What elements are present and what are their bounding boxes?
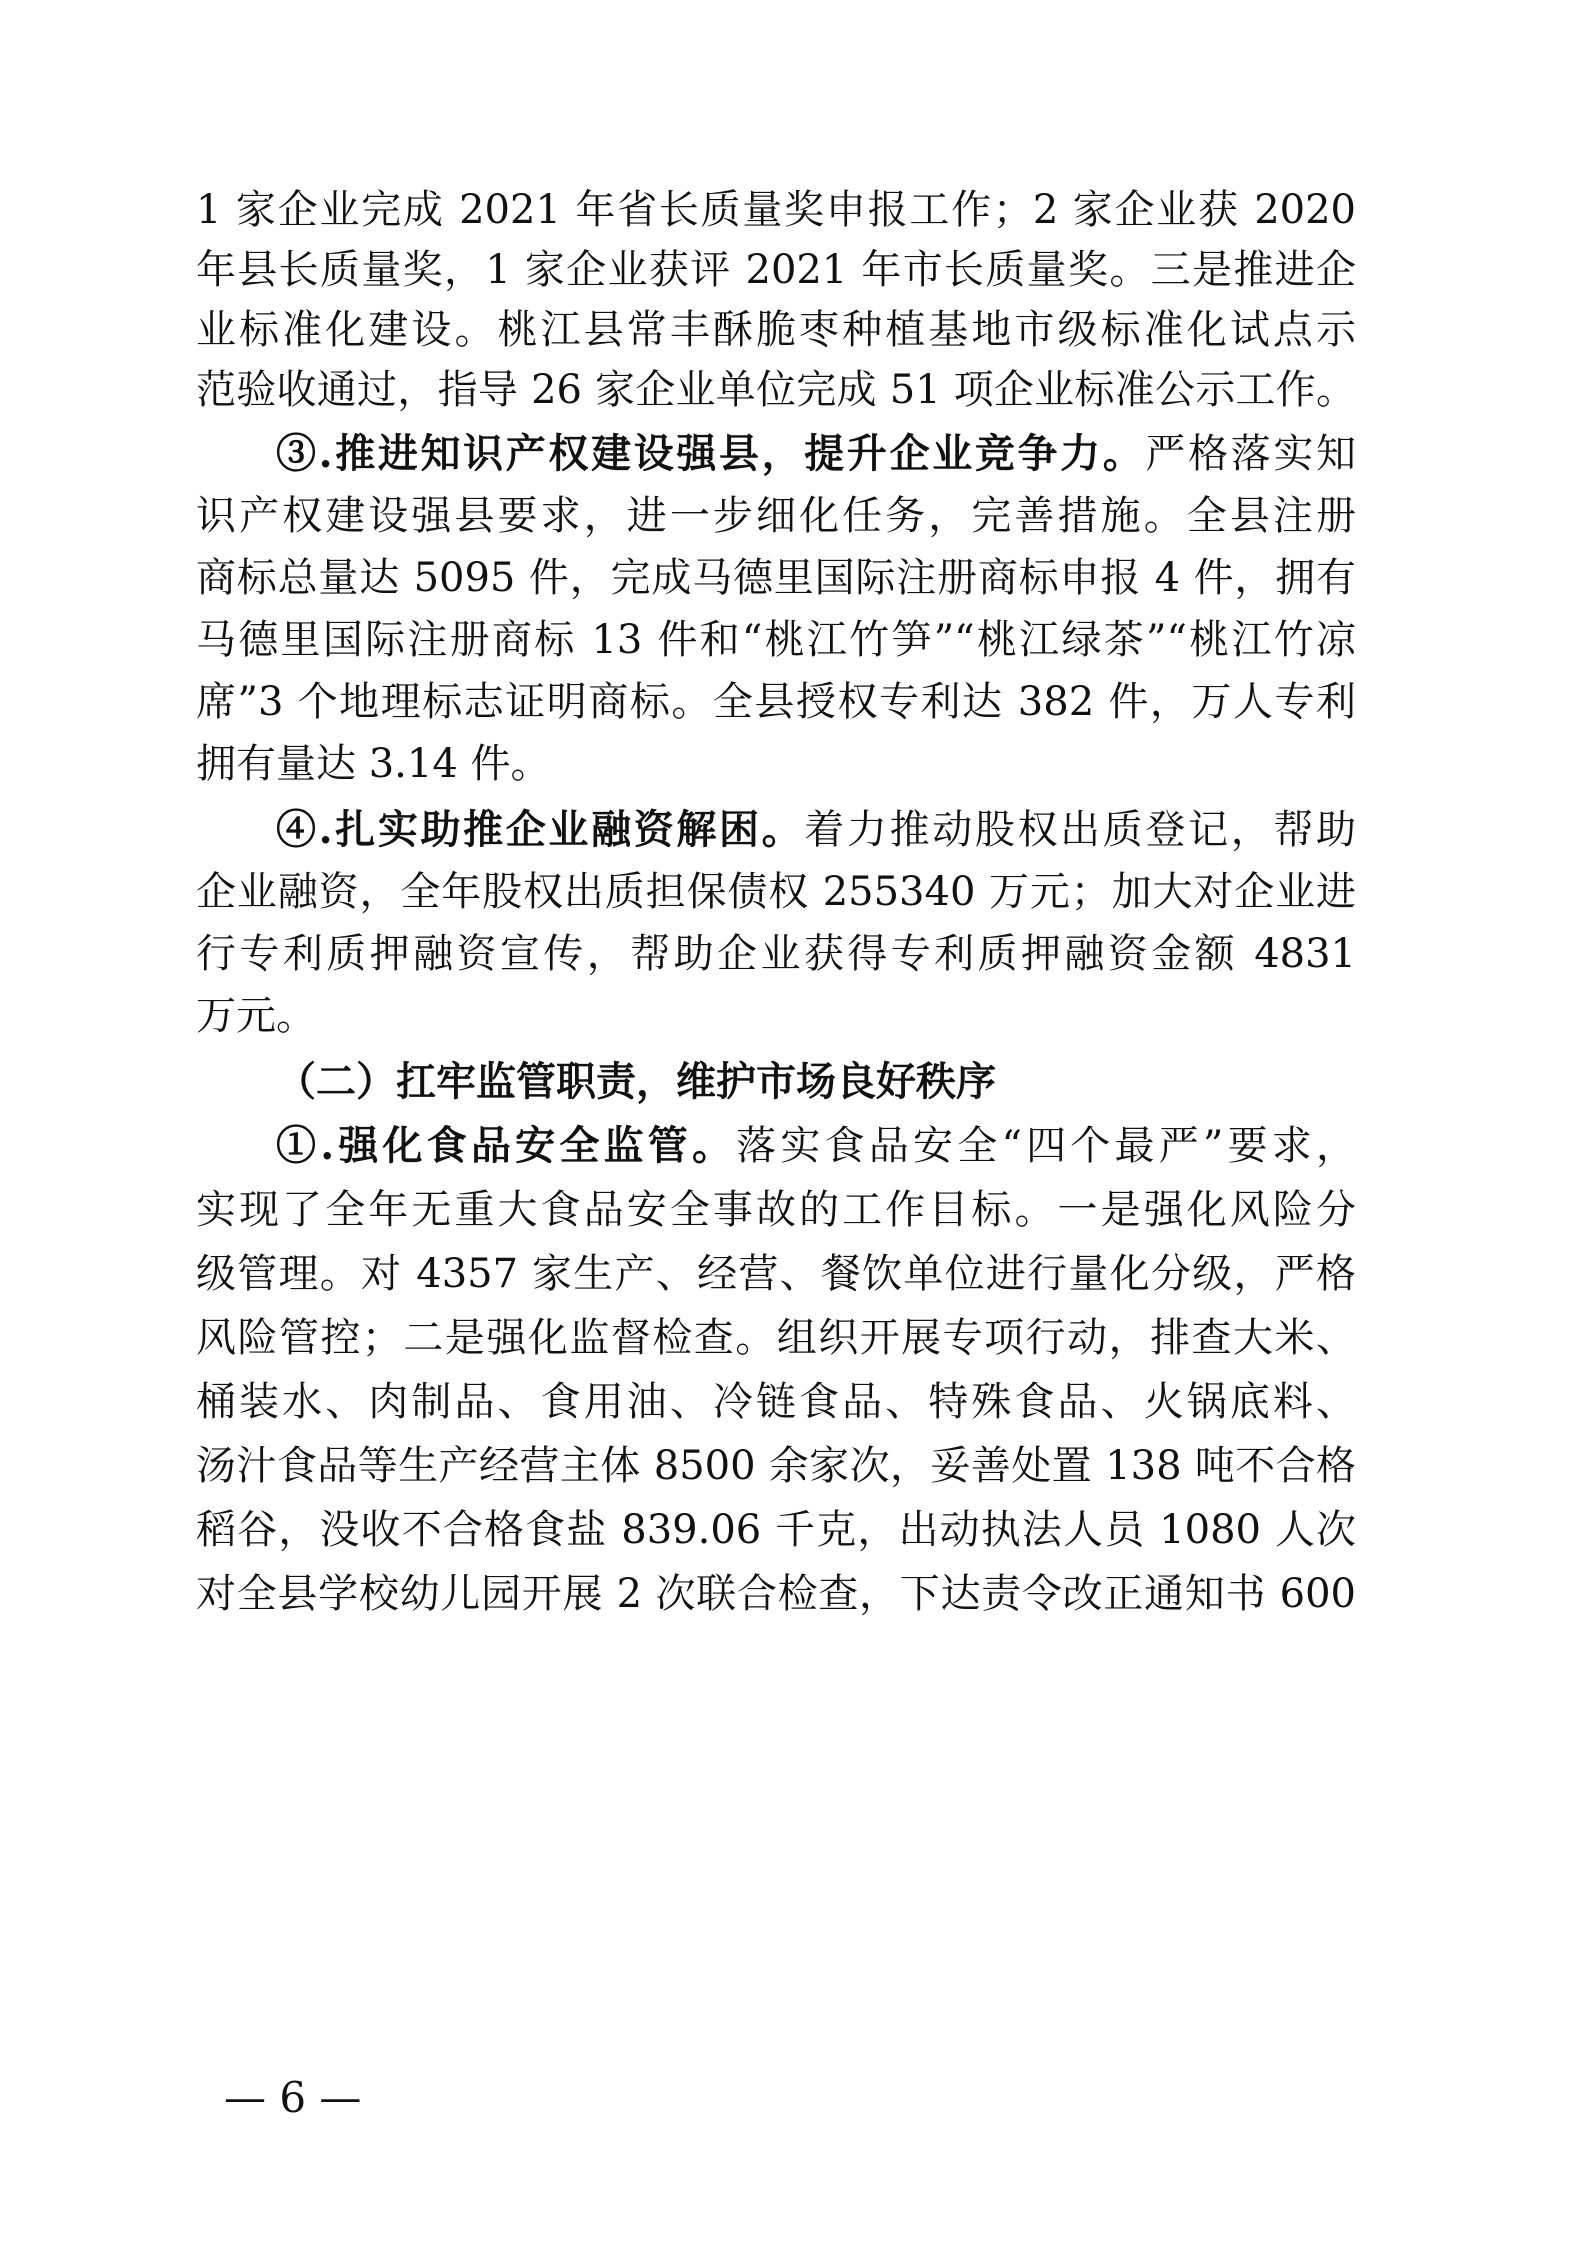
paragraph-line: 年县长质量奖，1 家企业获评 2021 年市长质量奖。三是推进企: [196, 247, 1356, 293]
section-heading: [196, 1052, 1356, 1112]
paragraph-first-rest: 着力推动股权出质登记，帮助: [804, 807, 1356, 853]
page-number: — 6 —: [224, 2073, 362, 2122]
paragraph-line: 席”3 个地理标志证明商标。全县授权专利达 382 件，万人专利: [196, 679, 1356, 725]
paragraph-line: 行专利质押融资宣传，帮助企业获得专利质押融资金额 4831: [196, 931, 1356, 977]
paragraph-lead: ③.推进知识产权建设强县，提升企业竞争力。: [276, 430, 1146, 477]
paragraph-line: 汤汁食品等生产经营主体 8500 余家次，妥善处置 138 吨不合格: [196, 1443, 1356, 1489]
paragraph-first-rest: 落实食品安全“四个最严”要求，: [736, 1123, 1356, 1169]
paragraph-line: 风险管控；二是强化监督检查。组织开展专项行动，排查大米、: [196, 1315, 1356, 1361]
paragraph-line: 拥有量达 3.14 件。: [196, 741, 551, 787]
paragraph-first-line: [276, 1116, 1356, 1176]
paragraph-line: 业标准化建设。桃江县常丰酥脆枣种植基地市级标准化试点示: [196, 307, 1356, 353]
paragraph-first-line: [276, 424, 1356, 484]
paragraph-line: 范验收通过，指导 26 家企业单位完成 51 项企业标准公示工作。: [196, 367, 1356, 413]
paragraph-line: 级管理。对 4357 家生产、经营、餐饮单位进行量化分级，严格: [196, 1251, 1356, 1297]
paragraph-line: 对全县学校幼儿园开展 2 次联合检查，下达责令改正通知书 600: [196, 1571, 1356, 1617]
section-heading-text: （二）扛牢监管职责，维护市场良好秩序: [276, 1058, 996, 1105]
paragraph-line: 商标总量达 5095 件，完成马德里国际注册商标申报 4 件，拥有: [196, 555, 1356, 601]
paragraph-line: 桶装水、肉制品、食用油、冷链食品、特殊食品、火锅底料、: [196, 1379, 1356, 1425]
paragraph-line: 马德里国际注册商标 13 件和“桃江竹笋”“桃江绿茶”“桃江竹凉: [196, 617, 1356, 663]
paragraph-line: 企业融资，全年股权出质担保债权 255340 万元；加大对企业进: [196, 869, 1356, 915]
paragraph-lead: ④.扎实助推企业融资解困。: [276, 806, 805, 853]
paragraph-line: 万元。: [196, 993, 316, 1039]
paragraph-lead: ①.强化食品安全监管。: [276, 1122, 737, 1169]
paragraph-first-rest: 严格落实知: [1145, 431, 1356, 477]
paragraph-line: 实现了全年无重大食品安全事故的工作目标。一是强化风险分: [196, 1187, 1356, 1233]
paragraph-line: 1 家企业完成 2021 年省长质量奖申报工作；2 家企业获 2020: [196, 187, 1356, 233]
paragraph-line: 稻谷，没收不合格食盐 839.06 千克，出动执法人员 1080 人次: [196, 1507, 1356, 1553]
paragraph-first-line: [276, 800, 1356, 860]
paragraph-line: 识产权建设强县要求，进一步细化任务，完善措施。全县注册: [196, 493, 1356, 539]
